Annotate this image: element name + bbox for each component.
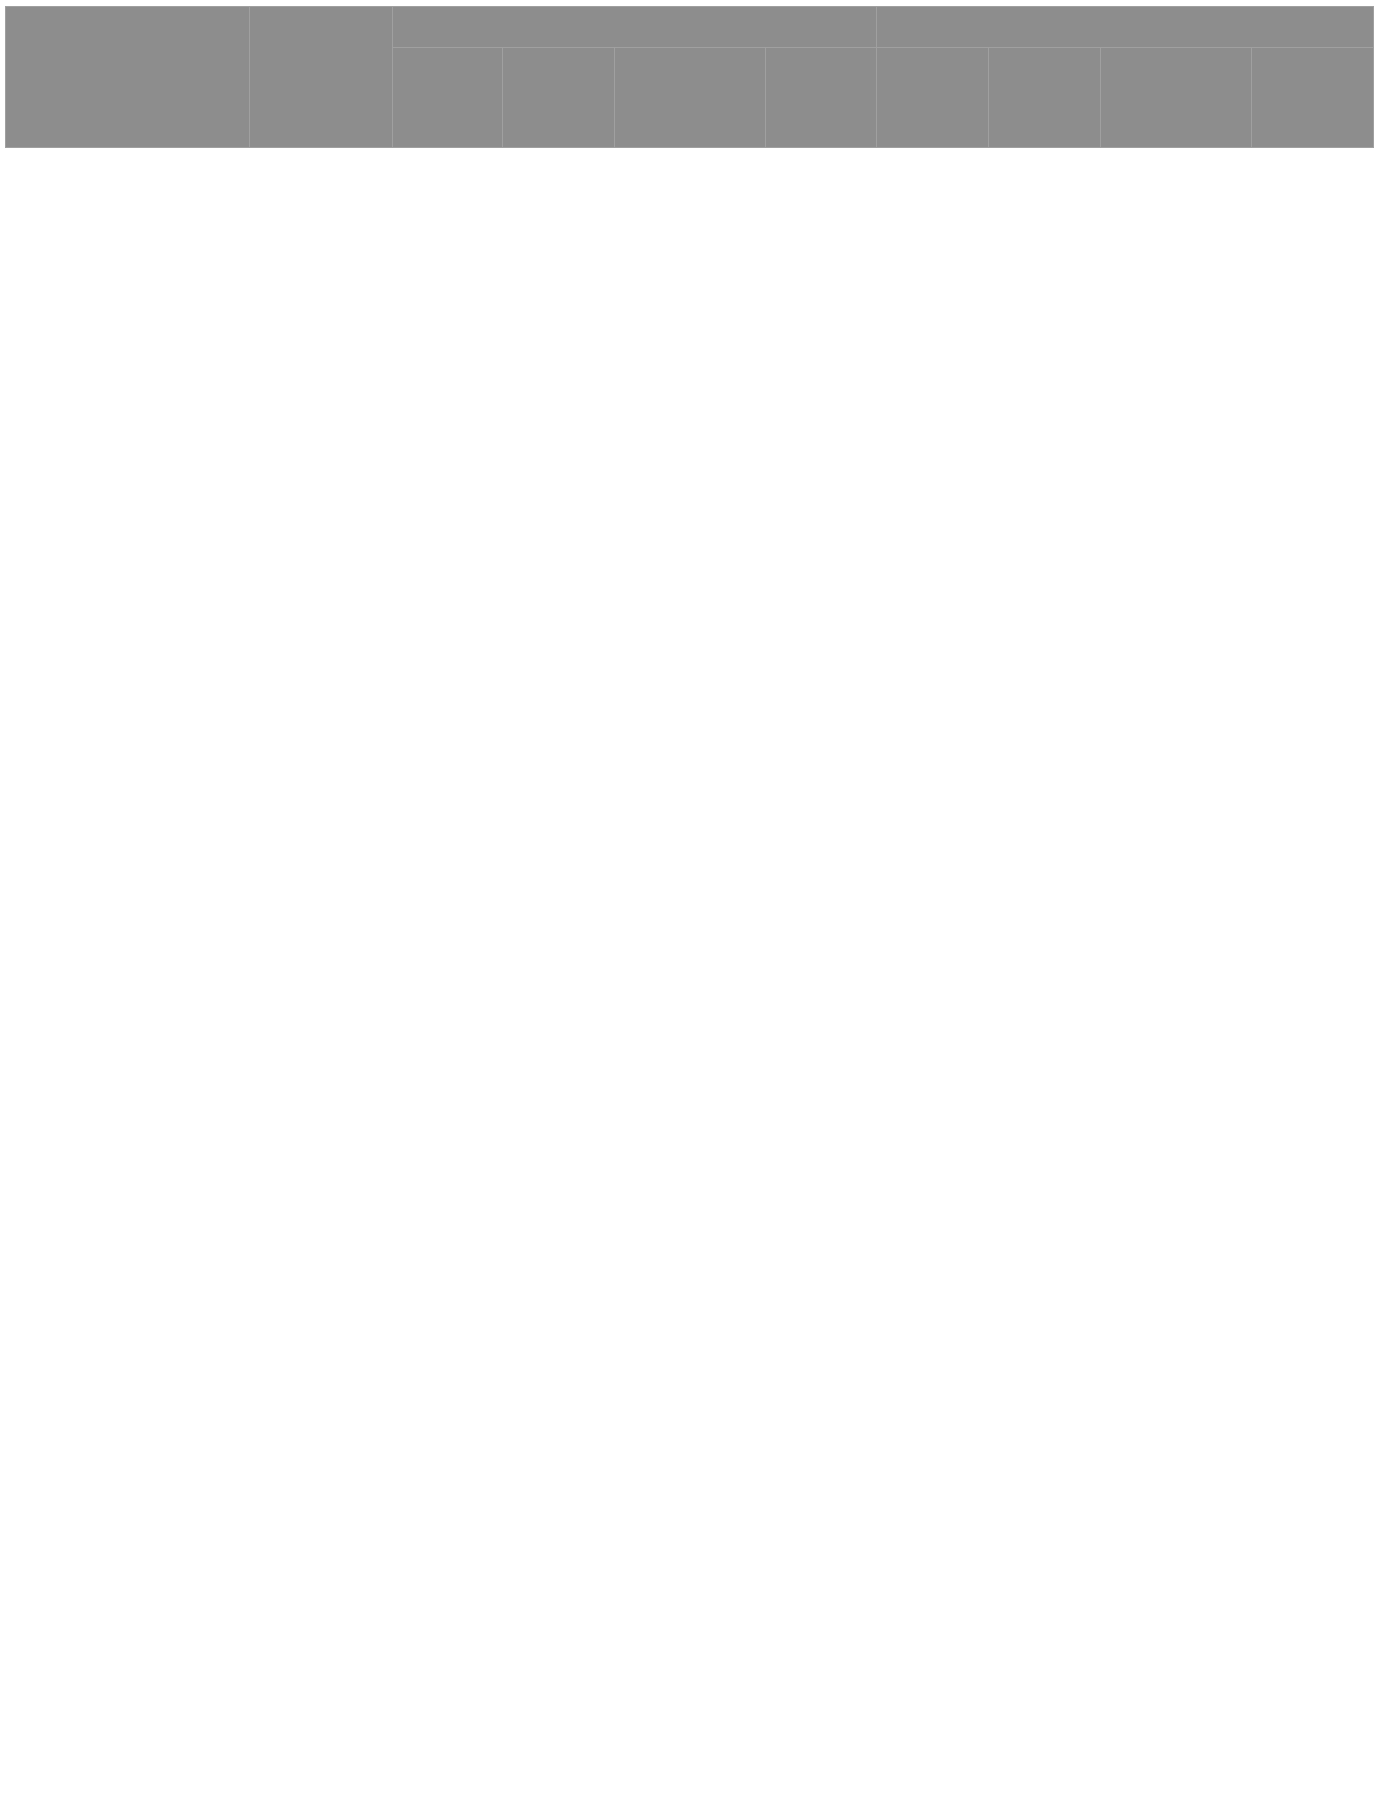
header-phs-stat (615, 48, 766, 148)
header-phs-p (766, 48, 877, 148)
header-phs-good (393, 48, 503, 148)
hiv-variables-table (5, 6, 1374, 148)
header-mhs-good (877, 48, 989, 148)
header-mhs-stat (1101, 48, 1252, 148)
header-group-phs (393, 7, 877, 48)
header-group-mhs (877, 7, 1374, 48)
header-total (250, 7, 393, 148)
header-mhs-p (1252, 48, 1374, 148)
table-header (6, 7, 1374, 148)
header-variables (6, 7, 250, 148)
header-phs-bad (503, 48, 615, 148)
table-container (5, 6, 1373, 148)
header-mhs-bad (989, 48, 1101, 148)
